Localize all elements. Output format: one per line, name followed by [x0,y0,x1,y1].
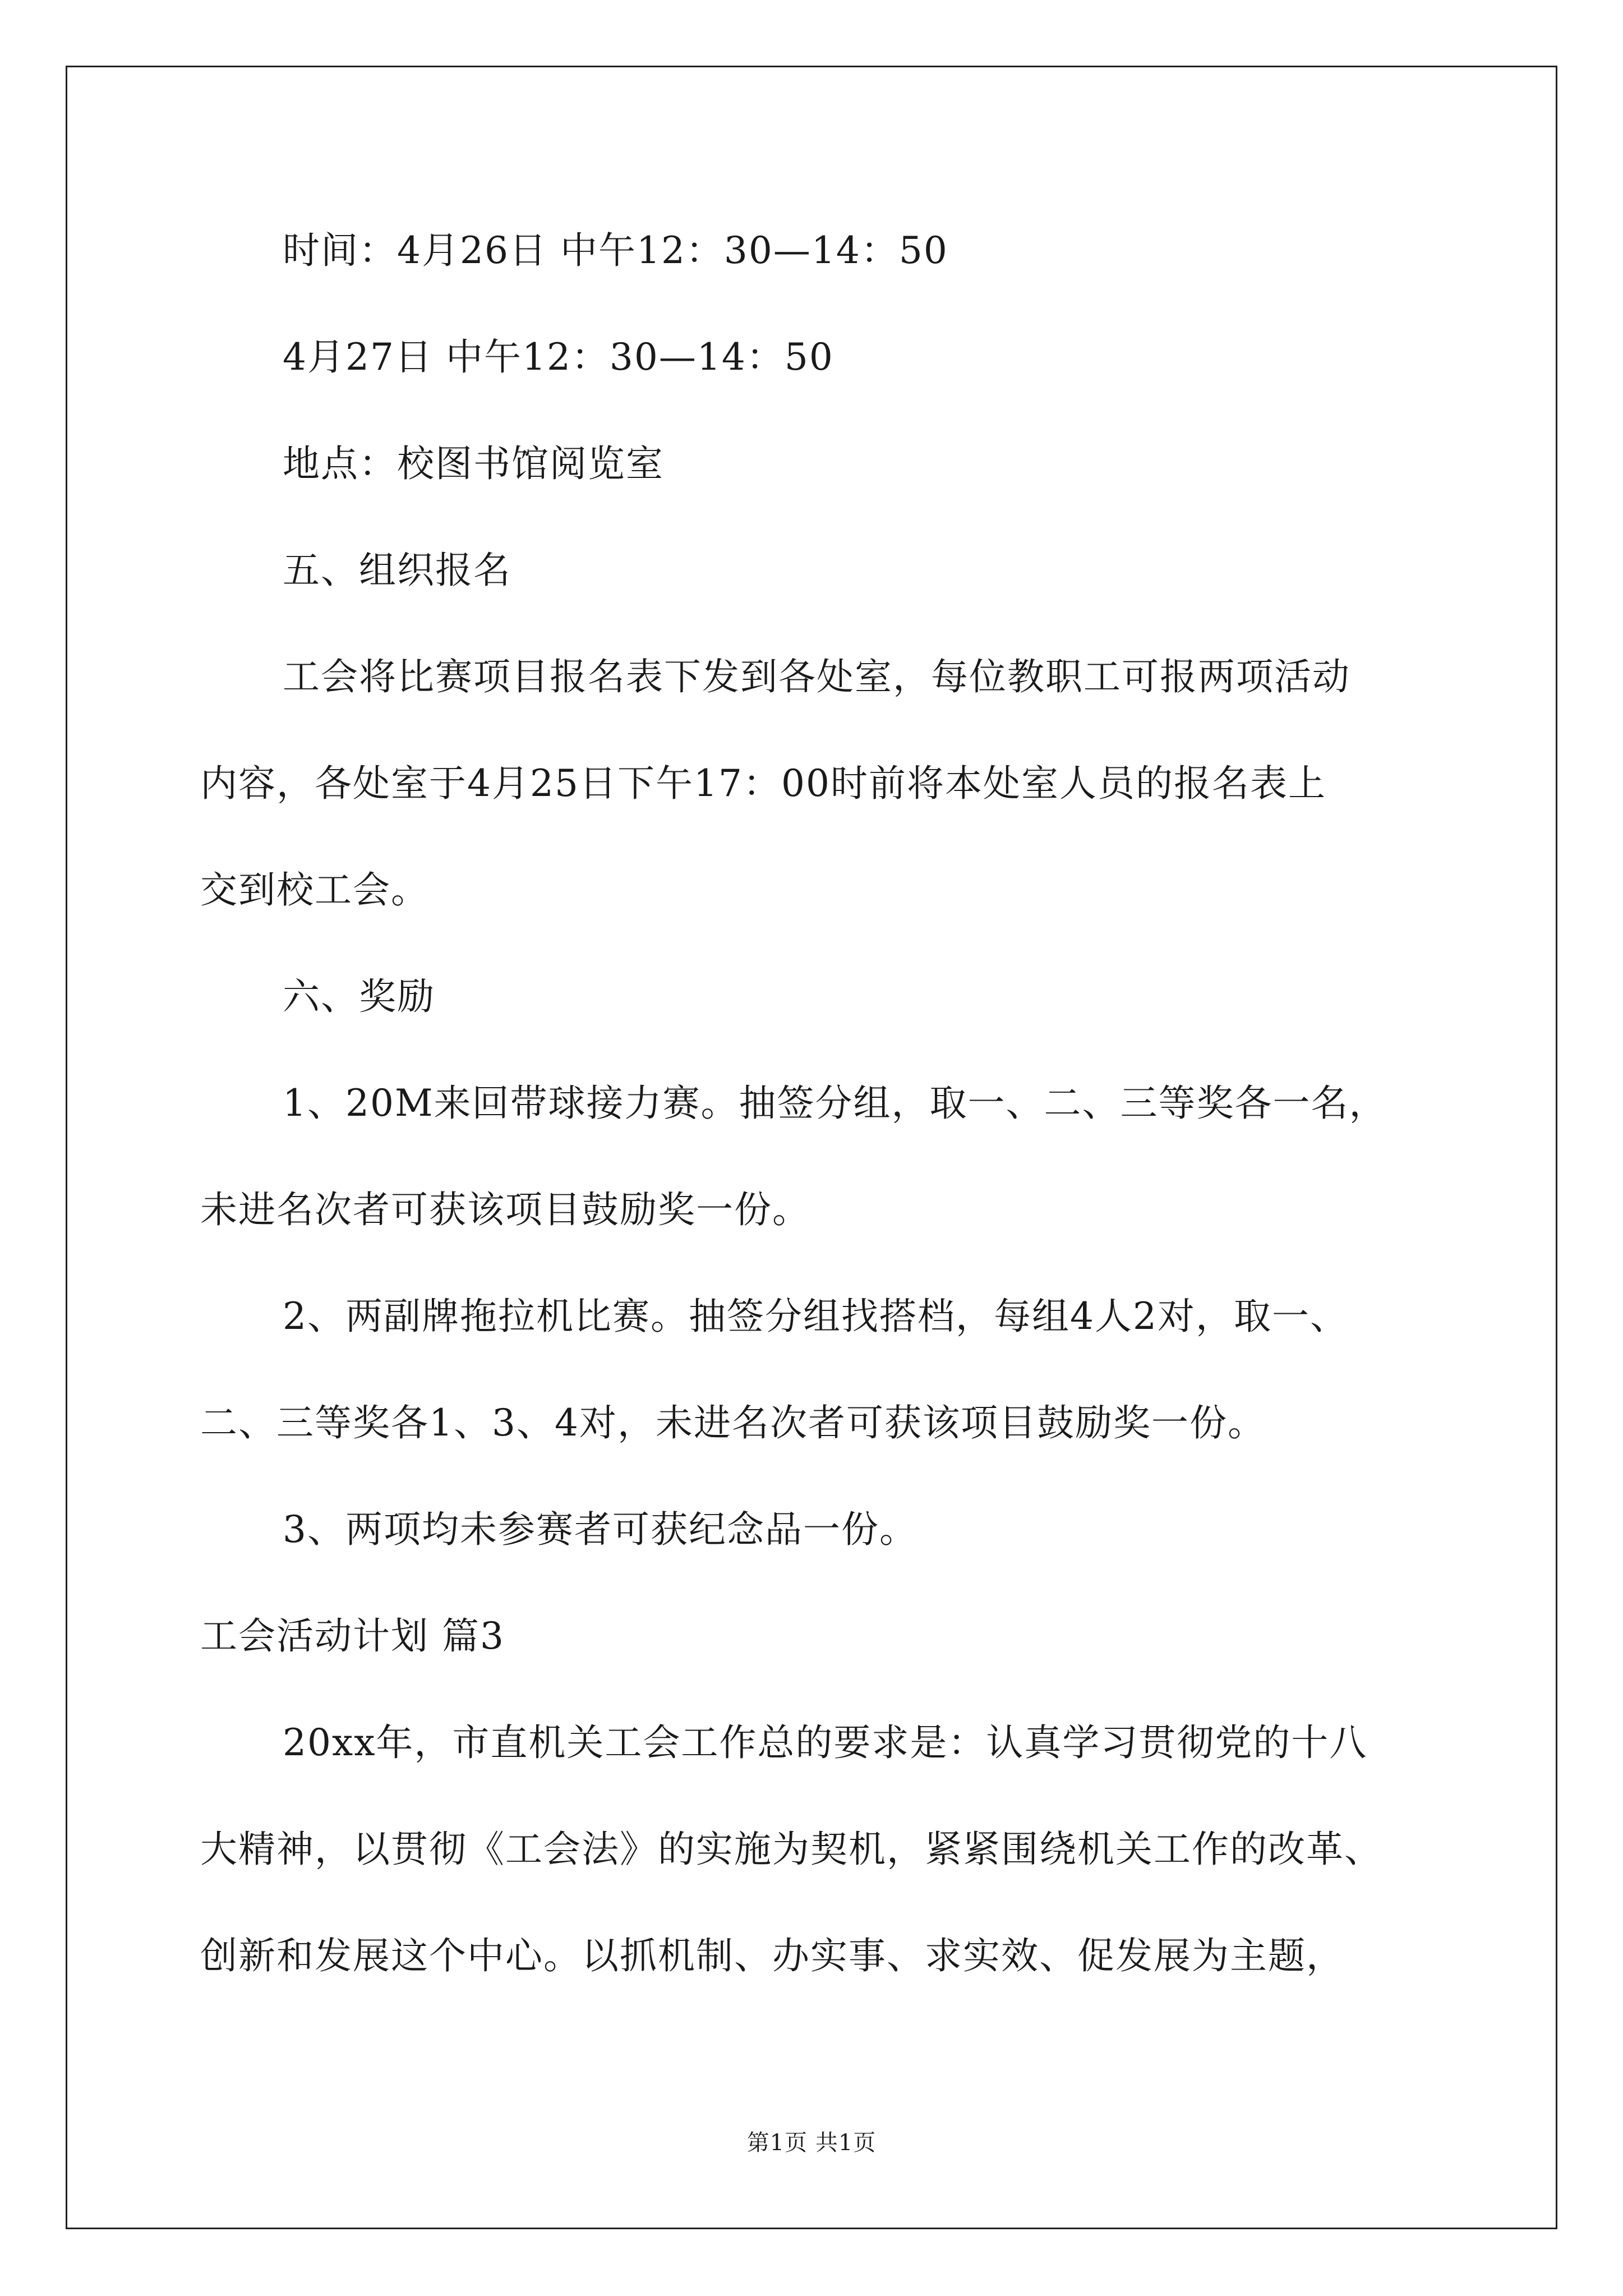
page-frame [66,66,1557,2229]
paragraph-award-2b: 二、三等奖各1、3、4对，未进名次者可获该项目鼓励奖一份。 [200,1401,1266,1444]
paragraph-registration-2: 内容，各处室于4月25日下午17：00时前将本处室人员的报名表上 [200,762,1326,805]
section-heading-registration: 五、组织报名 [283,549,511,592]
paragraph-location: 地点：校图书馆阅览室 [283,442,664,485]
page-number-footer: 第1页 共1页 [746,2130,877,2156]
paragraph-award-1b: 未进名次者可获该项目鼓励奖一份。 [200,1188,810,1231]
paragraph-award-3: 3、两项均未参赛者可获纪念品一份。 [283,1508,917,1551]
paragraph-registration-3: 交到校工会。 [200,868,429,912]
paragraph-award-1a: 1、20M来回带球接力赛。抽签分组，取一、二、三等奖各一名， [283,1082,1387,1125]
paragraph-award-2a: 2、两副牌拖拉机比赛。抽签分组找搭档，每组4人2对，取一、 [283,1295,1348,1338]
paragraph-plan-1: 20xx年，市直机关工会工作总的要求是：认真学习贯彻党的十八 [283,1721,1368,1764]
paragraph-plan-2: 大精神，以贯彻《工会法》的实施为契机，紧紧围绕机关工作的改革、 [200,1828,1382,1871]
paragraph-plan-3: 创新和发展这个中心。以抓机制、办实事、求实效、促发展为主题， [200,1934,1344,1977]
section-title-plan-3: 工会活动计划 篇3 [200,1614,505,1658]
paragraph-time: 时间：4月26日 中午12：30—14：50 [283,229,948,272]
paragraph-registration-1: 工会将比赛项目报名表下发到各处室，每位教职工可报两项活动 [283,655,1350,698]
paragraph-time-2: 4月27日 中午12：30—14：50 [283,335,834,379]
section-heading-awards: 六、奖励 [283,975,435,1018]
